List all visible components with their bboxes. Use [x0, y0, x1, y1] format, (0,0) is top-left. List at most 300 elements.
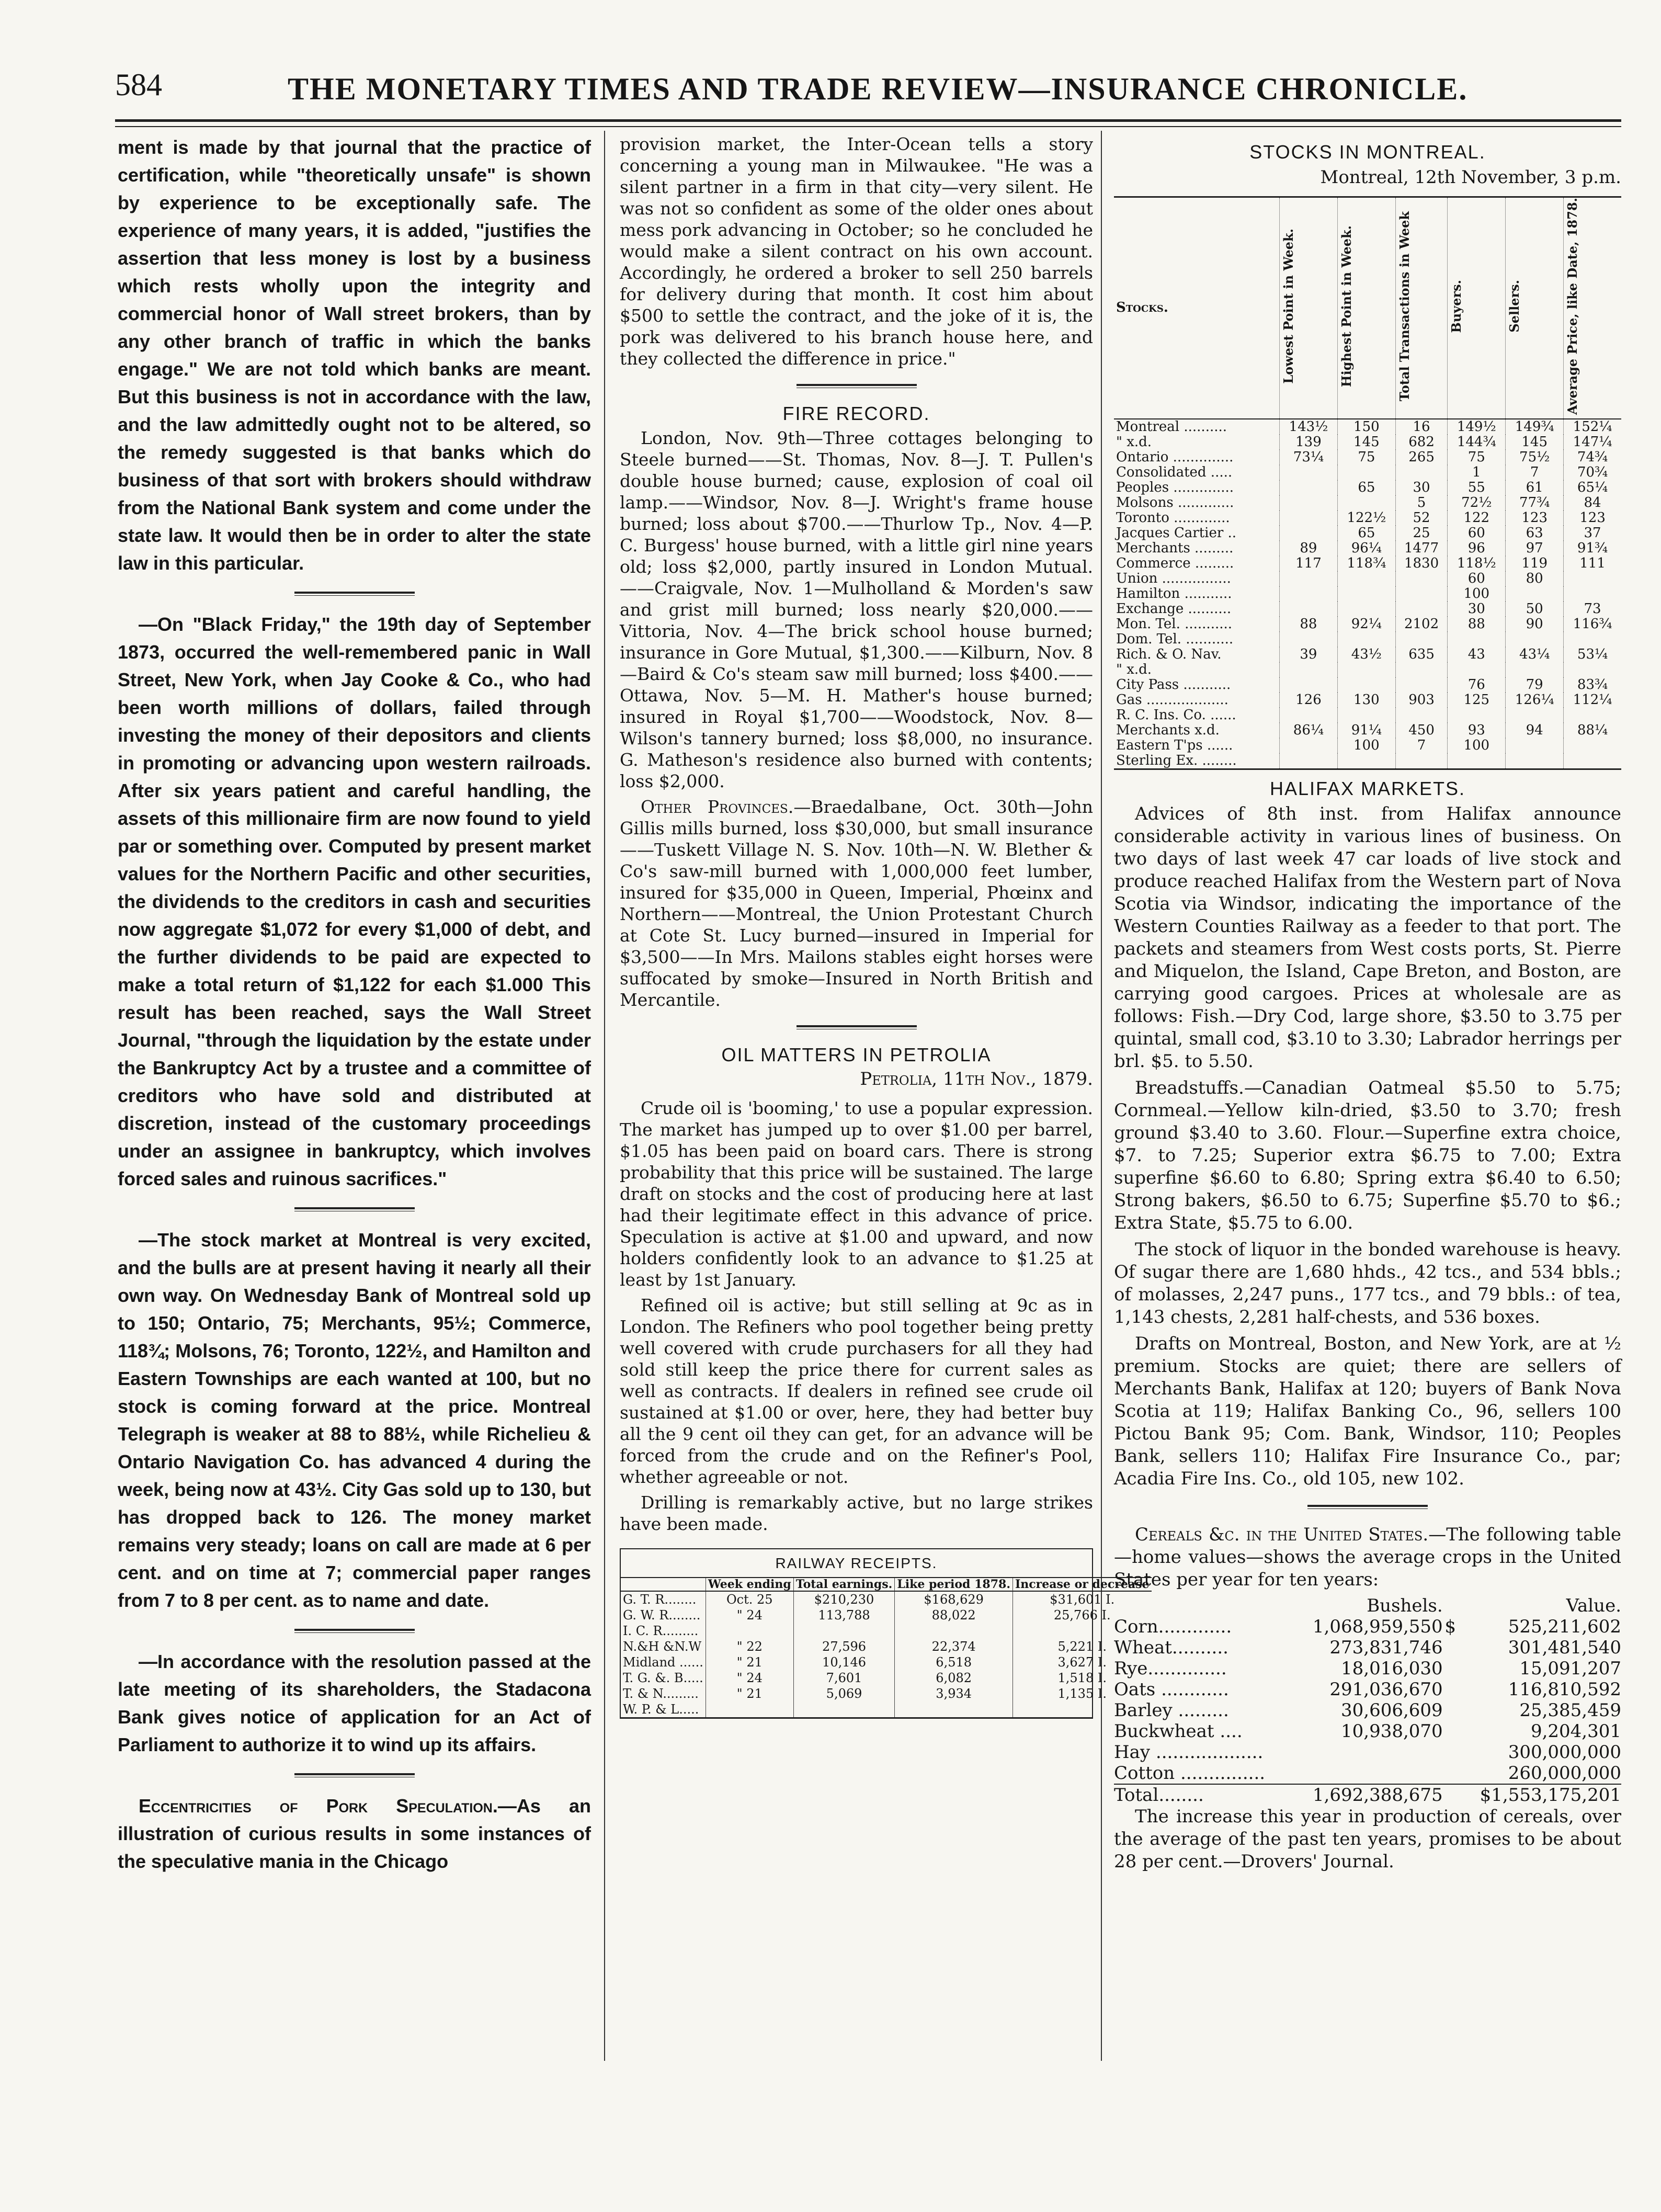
cereal-name: Cotton ............... — [1114, 1762, 1266, 1784]
railway-header-cell — [621, 1578, 706, 1591]
railway-value: 3,627 I. — [1013, 1654, 1152, 1670]
cereal-name: Barley ......... — [1114, 1699, 1229, 1721]
stock-value — [1564, 708, 1621, 723]
stock-value — [1448, 753, 1506, 768]
cereal-name: Rye.............. — [1114, 1658, 1227, 1679]
cereal-value — [1291, 1763, 1443, 1784]
railway-header-cell: Like period 1878. — [895, 1578, 1013, 1591]
page-header — [115, 62, 1621, 119]
cereal-value — [1443, 1742, 1456, 1763]
stock-name: Toronto ............. — [1116, 509, 1230, 526]
stock-name: R. C. Ins. Co. ...... — [1116, 707, 1236, 723]
railway-value: " 24 — [706, 1607, 793, 1623]
railway-value: 1,135 I. — [1013, 1686, 1152, 1701]
stock-value — [1448, 662, 1506, 677]
stock-value: 55 — [1448, 480, 1506, 495]
stock-value — [1337, 662, 1395, 677]
stock-value: 7 — [1395, 738, 1447, 753]
stock-value: 682 — [1395, 435, 1447, 450]
stock-value: 83¾ — [1564, 677, 1621, 693]
halifax-paragraph-4: Drafts on Montreal, Boston, and New York, are at ½ premium. Stocks are quiet; there are sellers of Merchants Bank, Halifax at 120; buyers of Bank Nova Scotia at 119; Halifax Banking Co., 96, sellers 100 Pictou Bank 95; Com. Bank, Windsor, 110; Peoples Bank, sellers 110; Halifax Fire Insurance Co., par; Acadia Fire Ins. Co., old 105, new 102. — [1114, 1333, 1621, 1489]
stock-name: Dom. Tel. ........... — [1116, 631, 1234, 647]
stock-value — [1448, 708, 1506, 723]
separator — [1307, 1505, 1428, 1509]
separator — [294, 1207, 415, 1211]
stock-value: 5 — [1395, 495, 1447, 511]
cereals-outro: The increase this year in production of cereals, over the average of the past ten years, promises to be about 28 per cent.—Drovers' Journal. — [1114, 1806, 1621, 1872]
railway-value: 1,518 I. — [1013, 1670, 1152, 1686]
stock-value — [1337, 632, 1395, 647]
stocks-row — [1114, 435, 1621, 450]
stock-value — [1337, 708, 1395, 723]
stock-value: 123 — [1564, 511, 1621, 526]
stock-value — [1506, 708, 1564, 723]
stocks-title: STOCKS IN MONTREAL. — [1249, 141, 1486, 163]
stocks-row — [1114, 450, 1621, 465]
stocks-row — [1114, 617, 1621, 632]
cereal-value — [1443, 1721, 1456, 1742]
stocks-header-cell: Total Transactions in Week — [1395, 197, 1447, 419]
column-3 — [1114, 133, 1621, 1877]
stock-value: 90 — [1506, 617, 1564, 632]
stock-value: 80 — [1506, 571, 1564, 586]
cereal-total-label: Total........ — [1114, 1784, 1204, 1806]
railway-name: Midland ...... — [623, 1655, 703, 1670]
stock-value: 89 — [1279, 541, 1337, 556]
header-rule — [115, 119, 1621, 127]
stock-value — [1395, 708, 1447, 723]
stock-value: 88 — [1448, 617, 1506, 632]
separator — [294, 592, 415, 596]
stock-value: 63 — [1506, 526, 1564, 541]
stock-value: 75½ — [1506, 450, 1564, 465]
stock-value: 149¾ — [1506, 419, 1564, 435]
stocks-row — [1114, 602, 1621, 617]
railway-receipts-box — [620, 1548, 1150, 1719]
stock-value — [1279, 662, 1337, 677]
stock-value: 118½ — [1448, 556, 1506, 571]
stocks-table — [1114, 196, 1621, 768]
stock-value: 130 — [1337, 693, 1395, 708]
cereals-row — [1114, 1637, 1621, 1658]
cereals-row — [1114, 1700, 1621, 1721]
stock-value: 112¼ — [1564, 693, 1621, 708]
stock-name: Rich. & O. Nav. — [1116, 646, 1222, 662]
cereal-total-value: 1,692,388,675 — [1312, 1784, 1443, 1806]
stocks-row — [1114, 723, 1621, 738]
stock-value: 86¼ — [1279, 723, 1337, 738]
halifax-paragraph-3: The stock of liquor in the bonded warehouse is heavy. Of sugar there are 1,680 hhds., 42 tcs., and 534 bbls.; of molasses, 2,247 puns., 177 tcs., and 79 bbls.: of tea, 1,143 chests, 2,281 half-chests, and 536 boxes. — [1114, 1239, 1621, 1328]
railway-value: $31,601 I. — [1013, 1591, 1152, 1607]
stock-value — [1279, 511, 1337, 526]
cereals-row — [1114, 1721, 1621, 1742]
stock-value: 265 — [1395, 450, 1447, 465]
cereals-intro-text: —The following table—home values—shows the average crops in the United States per year for ten years: — [1114, 1524, 1621, 1590]
stock-value: 122 — [1448, 511, 1506, 526]
stock-value — [1395, 677, 1447, 693]
railway-value: " 24 — [706, 1670, 793, 1686]
stocks-row — [1114, 753, 1621, 768]
cereals-heading: Cereals &c. in the United States. — [1135, 1524, 1429, 1545]
stocks-row — [1114, 693, 1621, 708]
stock-value — [1279, 738, 1337, 753]
railway-value — [793, 1701, 895, 1717]
cereal-name: Corn............. — [1114, 1616, 1232, 1637]
stock-value: 117 — [1279, 556, 1337, 571]
stock-value: 1477 — [1395, 541, 1447, 556]
stocks-header-cell: Buyers. — [1448, 197, 1506, 419]
railway-value: 88,022 — [895, 1607, 1013, 1623]
railway-row — [621, 1639, 1152, 1654]
stock-value: 70¾ — [1564, 465, 1621, 480]
running-title: THE MONETARY TIMES AND TRADE REVIEW—INSURANCE CHRONICLE. — [288, 72, 1468, 106]
stocks-header-cell: Lowest Point in Week. — [1279, 197, 1337, 419]
stock-name: City Pass ........... — [1116, 676, 1231, 693]
stock-value: 139 — [1279, 435, 1337, 450]
stock-name: Consolidated ..... — [1116, 464, 1233, 480]
stock-name: " x.d. — [1116, 661, 1152, 677]
stock-value: 25 — [1395, 526, 1447, 541]
cereal-value: 18,016,030 — [1341, 1658, 1443, 1679]
railway-row — [621, 1686, 1152, 1701]
cereals-total-row — [1114, 1784, 1621, 1806]
stock-value — [1395, 632, 1447, 647]
stocks-row — [1114, 541, 1621, 556]
stock-value: 43 — [1448, 647, 1506, 662]
stock-value: 111 — [1564, 556, 1621, 571]
stocks-row — [1114, 556, 1621, 571]
cereal-value — [1443, 1658, 1456, 1679]
cereal-name: Oats ............ — [1114, 1678, 1229, 1700]
col1-paragraph-2: —On "Black Friday," the 19th day of September 1873, occurred the well-remembered panic in Wall Street, New York, when Jay Cooke & Co., who had been worth millions of dollars, failed through investing the money of their depositors and clients in promoting or advancing upon western railroads. After six years patient and careful handling, the assets of this millionaire firm are now found to yield par or something over. Computed by present market values for the Northern Pacific and other securities, the dividends to the creditors in cash and securities now aggregate $1,072 for every $1,000 of debt, and the further dividends to be paid are expected to make a total return of $1,122 for each $1.000 This result has been reached, says the Wall Street Journal, "through the liquidation by the estate under the Bankruptcy Act by a trustee and a committee of creditors who have sold and distributed at discretion, instead of the customary proceedings under an assignee in bankruptcy, which involves forced sales and ruinous sacrifices." — [118, 614, 591, 1189]
stock-value: 93 — [1448, 723, 1506, 738]
stock-name: Montreal .......... — [1116, 418, 1227, 435]
railway-value: 22,374 — [895, 1639, 1013, 1654]
stock-value: 92¼ — [1337, 617, 1395, 632]
railway-name: G. T. R........ — [623, 1592, 697, 1607]
railway-value: 25,766 I. — [1013, 1607, 1152, 1623]
stock-value: 79 — [1506, 677, 1564, 693]
col1-paragraph-1: ment is made by that journal that the practice of certification, while "theoretically unsafe" is shown by experience to be exceptionally safe. The experience of many years, it is added, "justifies the assertion that less money is lost by a business which rests wholly upon the integrity and commercial honor of Wall street brokers, than by any other branch of traffic in which the banks engage." We are not told which banks are meant. But this business is not in accordance with the law, and the law admittedly ought not to be altered, so the remedy suggested is that banks which do business of that sort with brokers should withdraw from the National Bank system and come under the state law. It would then be in order to alter the state law in this particular. — [118, 137, 591, 574]
stock-value: 60 — [1448, 526, 1506, 541]
stock-value: 43¼ — [1506, 647, 1564, 662]
cereal-name: Buckwheat .... — [1114, 1720, 1243, 1742]
railway-receipts-title: RAILWAY RECEIPTS. — [775, 1555, 938, 1571]
stock-name: Mon. Tel. ........... — [1116, 616, 1233, 632]
column-rule-1 — [604, 131, 605, 2061]
stock-value: 53¼ — [1564, 647, 1621, 662]
stocks-row — [1114, 632, 1621, 647]
stock-name: Hamilton ........... — [1116, 585, 1232, 602]
cereal-total-value — [1443, 1784, 1456, 1806]
railway-name: N.&H &N.W — [623, 1639, 702, 1654]
cereals-row — [1114, 1658, 1621, 1679]
railway-value: 10,146 — [793, 1654, 895, 1670]
stock-value — [1564, 571, 1621, 586]
stock-value: 43½ — [1337, 647, 1395, 662]
cereal-value — [1291, 1742, 1443, 1763]
railway-value — [895, 1701, 1013, 1717]
stock-value: 97 — [1506, 541, 1564, 556]
pork-heading: Eccentricities of Pork Speculation. — [139, 1795, 498, 1817]
stock-value — [1337, 677, 1395, 693]
stock-name: Merchants x.d. — [1116, 722, 1220, 738]
cereal-value — [1443, 1637, 1456, 1658]
railway-value: 7,601 — [793, 1670, 895, 1686]
stock-name: Exchange .......... — [1116, 600, 1232, 617]
cereals-table — [1114, 1595, 1621, 1806]
railway-name: W. P. & L..... — [623, 1702, 699, 1717]
railway-value: Oct. 25 — [706, 1591, 793, 1607]
stock-value — [1448, 632, 1506, 647]
cereals-intro — [1114, 1524, 1621, 1591]
stock-value: 122½ — [1337, 511, 1395, 526]
fire-record-title: FIRE RECORD. — [782, 403, 930, 424]
stock-value: 903 — [1395, 693, 1447, 708]
stock-value: 150 — [1337, 419, 1395, 435]
stocks-row — [1114, 586, 1621, 602]
stock-value: 88¼ — [1564, 723, 1621, 738]
stock-value: 7 — [1506, 465, 1564, 480]
stocks-row — [1114, 495, 1621, 511]
separator — [797, 1025, 917, 1029]
stocks-header-cell: Average Price, like Date, 1878. — [1564, 197, 1621, 419]
railway-value: 3,934 — [895, 1686, 1013, 1701]
column-rule-2 — [1101, 131, 1102, 2061]
stocks-row — [1114, 677, 1621, 693]
fire-record-text: London, Nov. 9th—Three cottages belonging to Steele burned——St. Thomas, Nov. 8—J. T. Pullen's double house burned; cause, explosion of coal oil lamp.——Windsor, Nov. 8—J. Wright's frame house burned; loss about $700.——Thurlow Tp., Nov. 4—P. C. Burgess' house burned, with a little girl nine years old; loss $2,000, partly insured in London Mutual.——Craigvale, Nov. 1—Mulholland & Morden's saw and grist mill burned; loss nearly $20,000.——Vittoria, Nov. 4—The brick school house burned; insurance in Gore Mutual, $1,300.——Kilburn, Nov. 8—Baird & Co's steam saw mill burned; loss $400.——Ottawa, Nov. 5—M. H. Mather's house burned; insured in Royal $1,700——Woodstock, Nov. 8—Wilson's tannery burned; loss $8,000, no insurance. G. Matheson's residence also burned with contents; loss $2,000. — [620, 428, 1093, 791]
stocks-row — [1114, 662, 1621, 677]
cereals-col-value: Value. — [1566, 1595, 1621, 1616]
stock-value — [1337, 495, 1395, 511]
stock-value — [1395, 465, 1447, 480]
stock-value — [1337, 602, 1395, 617]
halifax-title: HALIFAX MARKETS. — [1269, 777, 1466, 799]
stock-value: 152¼ — [1564, 419, 1621, 435]
stock-value: 75 — [1448, 450, 1506, 465]
stock-value — [1506, 586, 1564, 602]
stock-name: Gas ................... — [1116, 691, 1228, 708]
stock-value — [1506, 738, 1564, 753]
railway-name: T. G. &. B..... — [623, 1671, 703, 1685]
stocks-row — [1114, 419, 1621, 435]
stock-value: 116¾ — [1564, 617, 1621, 632]
cereal-value: 10,938,070 — [1341, 1720, 1443, 1742]
stock-value: 126¼ — [1506, 693, 1564, 708]
stock-name: Commerce ......... — [1116, 555, 1234, 571]
railway-value: 113,788 — [793, 1607, 895, 1623]
stocks-dateline: Montreal, 12th November, 3 p.m. — [1320, 167, 1621, 188]
railway-name: G. W. R........ — [623, 1608, 701, 1623]
stock-value: 37 — [1564, 526, 1621, 541]
stocks-row — [1114, 465, 1621, 480]
column-1 — [118, 133, 591, 1879]
railway-value: " 21 — [706, 1654, 793, 1670]
stock-value: 76 — [1448, 677, 1506, 693]
stock-name: Molsons ............. — [1116, 494, 1234, 511]
cereal-name: Wheat.......... — [1114, 1637, 1228, 1658]
col1-paragraph-4: —In accordance with the resolution passed at the late meeting of its shareholders, the Stadacona Bank gives notice of application for an Act of Parliament to authorize it to wind up its affairs. — [118, 1651, 591, 1755]
cereals-row — [1114, 1763, 1621, 1784]
stock-value — [1279, 753, 1337, 768]
railway-value: " 21 — [706, 1686, 793, 1701]
stock-value — [1279, 677, 1337, 693]
stock-value: 30 — [1448, 602, 1506, 617]
stock-value — [1395, 753, 1447, 768]
railway-value: 5,221 I. — [1013, 1639, 1152, 1654]
cereal-value: 15,091,207 — [1519, 1658, 1621, 1679]
stock-value: 125 — [1448, 693, 1506, 708]
stock-value — [1337, 586, 1395, 602]
stock-value — [1279, 480, 1337, 495]
railway-value — [706, 1623, 793, 1639]
railway-row — [621, 1654, 1152, 1670]
cereal-value: 116,810,592 — [1508, 1678, 1621, 1700]
stock-value: 100 — [1448, 738, 1506, 753]
stock-value: 74¾ — [1564, 450, 1621, 465]
stocks-row — [1114, 647, 1621, 662]
railway-value — [706, 1701, 793, 1717]
cereal-value — [1443, 1763, 1456, 1784]
railway-value: 6,518 — [895, 1654, 1013, 1670]
stocks-row — [1114, 708, 1621, 723]
stock-value: 96 — [1448, 541, 1506, 556]
stock-value: 61 — [1506, 480, 1564, 495]
stock-value — [1506, 753, 1564, 768]
stock-name: Peoples .............. — [1116, 479, 1234, 495]
stock-value — [1564, 632, 1621, 647]
stock-value — [1395, 571, 1447, 586]
stock-value: 91¾ — [1564, 541, 1621, 556]
stock-value: 450 — [1395, 723, 1447, 738]
stock-value — [1395, 602, 1447, 617]
stocks-header-cell: Highest Point in Week. — [1337, 197, 1395, 419]
cereals-col-bushels: Bushels. — [1367, 1595, 1443, 1616]
railway-row — [621, 1670, 1152, 1686]
railway-value: 5,069 — [793, 1686, 895, 1701]
stock-name: Eastern T'ps ...... — [1116, 737, 1233, 753]
stock-value: 2102 — [1395, 617, 1447, 632]
stock-value — [1395, 662, 1447, 677]
stock-value: 50 — [1506, 602, 1564, 617]
railway-value — [793, 1623, 895, 1639]
separator — [797, 384, 917, 388]
halifax-paragraph-1: Advices of 8th inst. from Halifax announce considerable activity in various lines of business. On two days of last week 47 car loads of live stock and produce reached Halifax from the Western part of Nova Scotia via Windsor, indicating the importance of the Western Counties Railway as a feeder to that port. The packets and steamers from West costs ports, St. Pierre and Miquelon, the Island, Cape Breton, and Boston, are carrying good cargoes. Prices at wholesale are as follows: Fish.—Dry Cod, large shore, $3.50 to 3.75 per quintal, small cod, $3.10 to 3.30; Labrador herrings per brl. $5. to 5.50. — [1114, 803, 1621, 1072]
stock-value — [1564, 738, 1621, 753]
stock-value: 65¼ — [1564, 480, 1621, 495]
stock-value — [1506, 662, 1564, 677]
cereal-value: 30,606,609 — [1341, 1699, 1443, 1721]
stock-value: 65 — [1337, 480, 1395, 495]
stock-value: 126 — [1279, 693, 1337, 708]
stock-value — [1564, 753, 1621, 768]
separator — [294, 1629, 415, 1633]
halifax-paragraph-2: Breadstuffs.—Canadian Oatmeal $5.50 to 5.75; Cornmeal.—Yellow kiln-dried, $3.50 to 3.70; fresh ground $3.40 to 3.60. Flour.—Superfine extra choice, $7. to 7.25; Superior extra $6.75 to 7.00; Extra superfine $6.60 to 6.80; Spring extra $6.40 to 6.50; Strong bakers, $6.50 to 6.75; Superfine $5.70 to $6.; Extra State, $5.75 to 6.00. — [1114, 1077, 1621, 1233]
col1-paragraph-5 — [118, 1792, 591, 1875]
stock-value: 100 — [1448, 586, 1506, 602]
cereal-value: 291,036,670 — [1329, 1678, 1443, 1700]
stock-value: 72½ — [1448, 495, 1506, 511]
railway-header-cell: Week ending — [706, 1578, 793, 1591]
fire-record-provinces — [620, 796, 1093, 1011]
railway-row — [621, 1701, 1152, 1717]
stock-value: 84 — [1564, 495, 1621, 511]
stock-name: Ontario .............. — [1116, 449, 1234, 465]
railway-name: I. C. R......... — [623, 1624, 699, 1638]
oil-matters-title: OIL MATTERS IN PETROLIA — [721, 1044, 992, 1065]
stock-value: 143½ — [1279, 419, 1337, 435]
stock-value — [1337, 465, 1395, 480]
stock-name: " x.d. — [1116, 434, 1152, 450]
stocks-row — [1114, 511, 1621, 526]
cereals-row — [1114, 1742, 1621, 1763]
provinces-text: —Braedalbane, Oct. 30th—John Gillis mills burned, loss $30,000, but small insurance——Tuskett Village N. S. Nov. 10th—N. W. Blether & Co's saw-mill burned with 1,000,000 feet lumber, insured for $35,000 in Queen, Imperial, Phœinx and Northern——Montreal, the Union Protestant Church at Cote St. Lucy burned—insured in Imperial for $3,500——In Mrs. Mailons stables eight horses were suffocated by smoke—Insured in North British and Mercantile. — [620, 797, 1093, 1010]
stock-value: 73 — [1564, 602, 1621, 617]
stock-value — [1279, 586, 1337, 602]
stock-value — [1279, 632, 1337, 647]
cereals-row — [1114, 1616, 1621, 1637]
stock-name: Merchants ......... — [1116, 540, 1234, 556]
cereal-value — [1443, 1700, 1456, 1721]
stock-value — [1564, 662, 1621, 677]
stock-value: 1830 — [1395, 556, 1447, 571]
stock-value: 123 — [1506, 511, 1564, 526]
pork-text: —As an illustration of curious results in some instances of the speculative mania in the Chicago — [118, 1795, 591, 1872]
stock-value — [1279, 465, 1337, 480]
cereal-value: 525,211,602 — [1508, 1616, 1621, 1637]
oil-paragraph-2: Refined oil is active; but still selling at 9c as in London. The Refiners who pool together being pretty well covered with crude purchasers for all they had sold still keep the price there for current sales as well as contracts. If dealers in refined see crude oil sustained at $1.00 or over, here, they had better buy all the 9 cent oil they can get, for an advance will be forced from the crude and on the Refiner's Pool, whether agreeable or not. — [620, 1295, 1093, 1487]
stock-value: 75 — [1337, 450, 1395, 465]
stocks-row — [1114, 526, 1621, 541]
stock-value — [1395, 586, 1447, 602]
stock-value: 100 — [1337, 738, 1395, 753]
railway-name: T. & N......... — [623, 1686, 699, 1701]
stock-name: Jacques Cartier .. — [1116, 525, 1237, 541]
stock-value: 16 — [1395, 419, 1447, 435]
stock-value — [1337, 753, 1395, 768]
railway-value: " 22 — [706, 1639, 793, 1654]
page-number: 584 — [115, 67, 162, 102]
stock-value: 39 — [1279, 647, 1337, 662]
railway-value: $210,230 — [793, 1591, 895, 1607]
cereals-row — [1114, 1679, 1621, 1700]
stock-name: Union ................ — [1116, 570, 1231, 586]
stock-value — [1279, 571, 1337, 586]
stock-value: 94 — [1506, 723, 1564, 738]
railway-row — [621, 1623, 1152, 1639]
cereal-value: 300,000,000 — [1508, 1741, 1621, 1763]
cereal-value: 25,385,459 — [1519, 1699, 1621, 1721]
stocks-row — [1114, 480, 1621, 495]
cereal-total-value: $1,553,175,201 — [1480, 1784, 1621, 1806]
cereal-name: Hay ................... — [1114, 1741, 1264, 1763]
stock-value: 77¾ — [1506, 495, 1564, 511]
stock-value — [1279, 495, 1337, 511]
stock-value: 147¼ — [1564, 435, 1621, 450]
provinces-heading: Other Provinces. — [641, 797, 794, 817]
separator — [294, 1773, 415, 1777]
cereal-value: 301,481,540 — [1508, 1637, 1621, 1658]
railway-header-cell: Total earnings. — [793, 1578, 895, 1591]
railway-header-cell: Increase or decrease — [1013, 1578, 1152, 1591]
col1-paragraph-3: —The stock market at Montreal is very excited, and the bulls are at present having it nearly all their own way. On Wednesday Bank of Montreal sold up to 150; Ontario, 75; Merchants, 95½; Commerce, 118¾; Molsons, 76; Toronto, 122½, and Hamilton and Eastern Townships are each wanted at 100, but no stock is coming forward at the price. Montreal Telegraph is weaker at 88 to 88½, while Richelieu & Ontario Navigation Co. has advanced 4 during the week, being now at 43½. City Gas sold up to 130, but has dropped back to 126. The money market remains very steady; loans on call are made at 6 per cent. and on time at 7; commercial paper ranges from 7 to 8 per cent. as to name and date. — [118, 1229, 591, 1611]
stock-value — [1279, 708, 1337, 723]
stock-value: 119 — [1506, 556, 1564, 571]
stock-value: 30 — [1395, 480, 1447, 495]
stock-value: 60 — [1448, 571, 1506, 586]
railway-value: $168,629 — [895, 1591, 1013, 1607]
stock-value: 149½ — [1448, 419, 1506, 435]
